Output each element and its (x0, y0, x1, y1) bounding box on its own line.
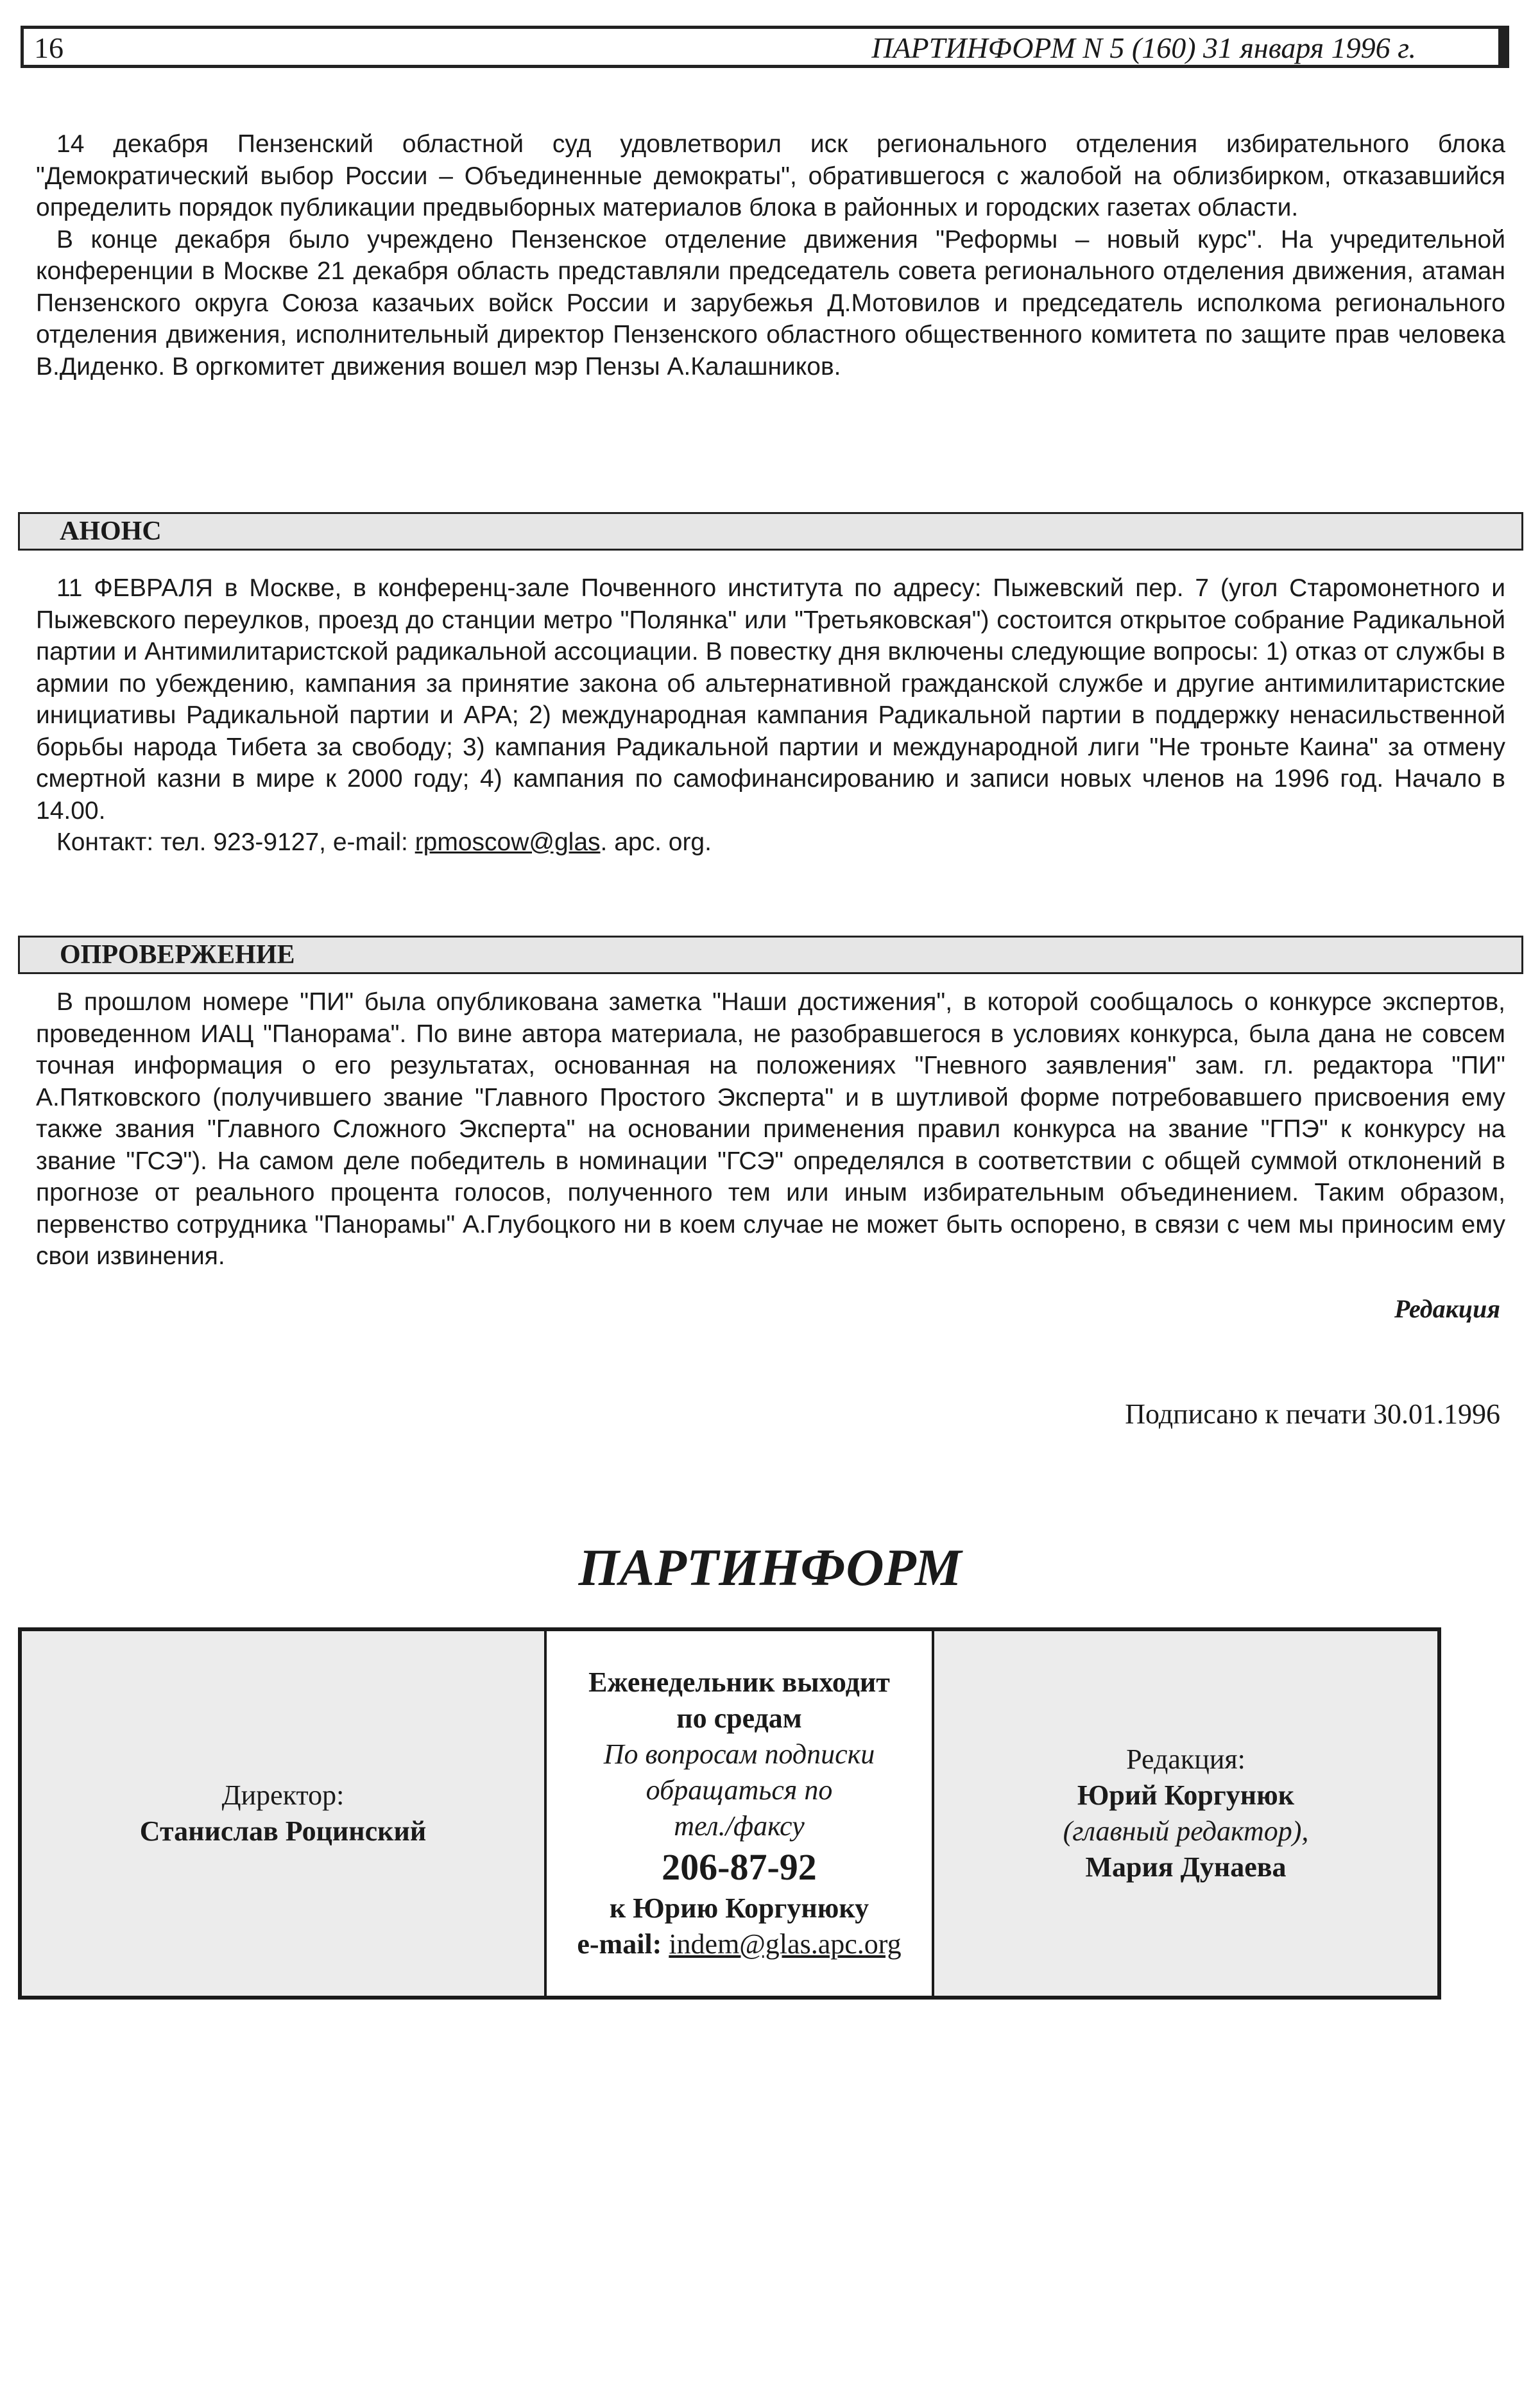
imprint-table (18, 1627, 1441, 2000)
contact-suffix: . apc. org. (600, 828, 712, 856)
announcement-paragraph: 11 ФЕВРАЛЯ в Москве, в конференц-зале Почвенного института по адресу: Пыжевский пер. 7 (угол Старомонетного и Пыжевского переулков, проезд до станции метро "Полянка" или "Третьяковская") состоится открытое собрание Радикальной партии и Антимилитаристской радикальной ассоциации. В повестку дня включены следующие вопросы: 1) отказ от службы в армии по убеждению, кампания за принятие закона об альтернативной гражданской службе и другие антимилитаристские инициативы Радикальной партии и АРА; 2) международная кампания Радикальной партии в поддержку ненасильственной борьбы народа Тибета за свободу; 3) кампания Радикальной партии и международной лиги "Не троньте Каина" за отмену смертной казни в мире к 2000 году; 4) кампания по самофинансированию и записи новых членов на 1996 год. Начало в 14.00. (36, 574, 1505, 825)
editorial-label: Редакция: (1126, 1744, 1245, 1775)
subscription-line-1: По вопросам подписки (603, 1738, 875, 1770)
imprint-editorial-cell (934, 1631, 1437, 1996)
email-line (577, 1926, 901, 1962)
imprint-director-cell (22, 1631, 547, 1996)
signed-to-print: Подписано к печати 30.01.1996 (1125, 1398, 1500, 1430)
phone-recipient: к Юрию Коргунюку (609, 1892, 869, 1924)
imprint-contact-cell (547, 1631, 934, 1996)
subscription-line-3: тел./факсу (674, 1810, 805, 1842)
editor-1-name: Юрий Коргунюк (1077, 1779, 1295, 1811)
editor-2-name: Мария Дунаева (1085, 1851, 1287, 1883)
intro-paragraph-2: В конце декабря было учреждено Пензенское отделение движения "Реформы – новый курс". На учредительной конференции в Москве 21 декабря область представляли председатель совета регионального отделения движения, атаман Пензенского округа Союза казачьих войск России и зарубежья Д.Мотовилов и председатель исполкома регионального отделения движения, исполнительный директор Пензенского областного общественного комитета по защите прав человека В.Диденко. В оргкомитет движения вошел мэр Пензы А.Калашников. (36, 225, 1505, 381)
intro-article (36, 128, 1505, 382)
section-heading-refutation: ОПРОВЕРЖЕНИЕ (18, 936, 1523, 974)
announcement-article (36, 572, 1505, 859)
contact-prefix: Контакт: тел. 923-9127, e-mail: (56, 828, 415, 856)
subscription-line-2: обращаться по (646, 1774, 833, 1806)
masthead-title: ПАРТИНФОРМ (578, 1538, 962, 1597)
intro-paragraph-1: 14 декабря Пензенский областной суд удовлетворил иск регионального отделения избирательного блока "Демократический выбор России – Объединенные демократы", обратившегося с жалобой на облизбирком, отказавшийся определить порядок публикации предвыборных материалов блока в районных и городских газетах области. (36, 130, 1505, 221)
weekly-line-2: по средам (676, 1702, 802, 1734)
email-link[interactable]: indem@glas.apc.org (669, 1928, 902, 1960)
director-label: Директор: (221, 1779, 345, 1811)
email-label: e-mail: (577, 1928, 662, 1960)
editorial-signoff: Редакция (1394, 1294, 1500, 1323)
announcement-contact (36, 827, 1505, 859)
page-header (21, 26, 1509, 68)
section-heading-announcement: АНОНС (18, 512, 1523, 551)
page-number: 16 (34, 31, 64, 64)
refutation-article (36, 986, 1505, 1272)
issue-title: ПАРТИНФОРМ N 5 (160) 31 января 1996 г. (871, 31, 1416, 64)
editor-1-role: (главный редактор), (1063, 1815, 1309, 1847)
refutation-paragraph: В прошлом номере "ПИ" была опубликована заметка "Наши достижения", в которой сообщалось о конкурсе экспертов, проведенном ИАЦ "Панорама". По вине автора материала, не разобравшегося в условиях конкурса, была дана не совсем точная информация о его результатах, основанная на положениях "Гневного заявления" зам. гл. редактора "ПИ" А.Пятковского (получившего звание "Главного Простого Эксперта" и в шутливой форме потребовавшего присвоения ему также звания "Главного Сложного Эксперта" на основании применения правил конкурса на звание "ГПЭ" к конкурсу на звание "ГСЭ"). На самом деле победитель в номинации "ГСЭ" определялся в соответствии с общей суммой отклонений в прогнозе от реального процента голосов, полученного тем или иным избирательным объединением. Таким образом, первенство сотрудника "Панорамы" А.Глубоцкого ни в коем случае не может быть оспорено, в связи с чем мы приносим ему свои извинения. (36, 988, 1505, 1270)
weekly-line-1: Еженедельник выходит (588, 1667, 890, 1698)
contact-email-link[interactable]: rpmoscow@glas (415, 828, 601, 856)
director-name: Станислав Роцинский (139, 1815, 427, 1847)
phone-number: 206-87-92 (662, 1846, 817, 1888)
header-rule (1498, 29, 1506, 65)
